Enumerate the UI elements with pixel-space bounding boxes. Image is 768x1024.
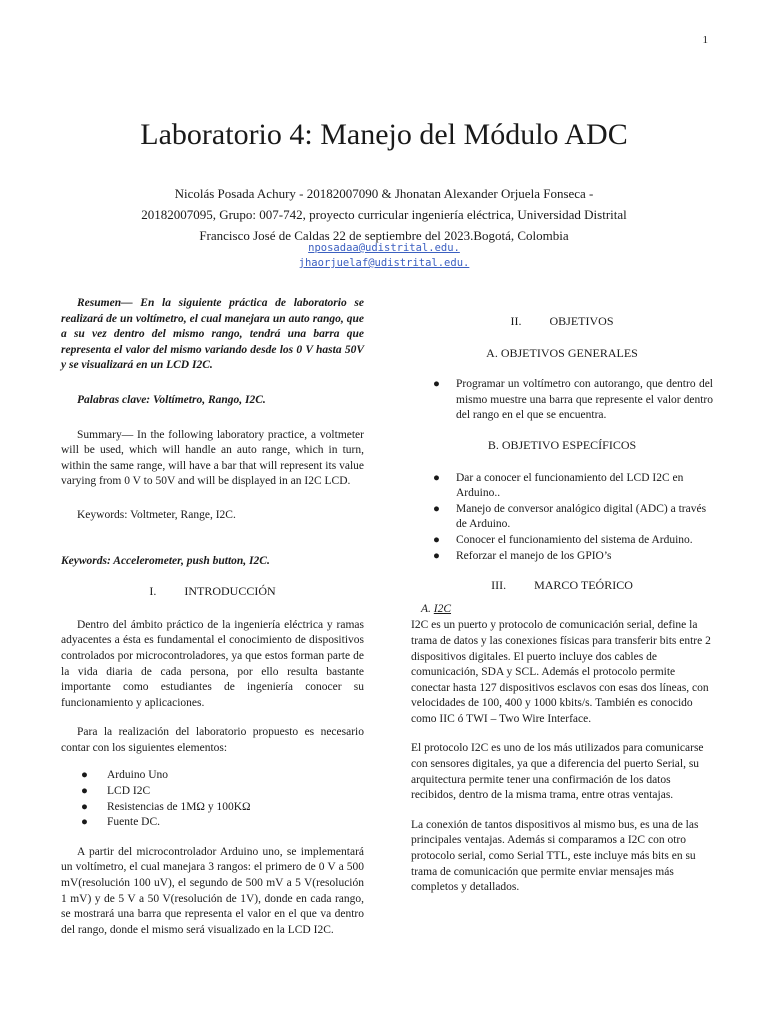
section-number: II.	[510, 314, 522, 328]
subsection-objetivos-especificos: B. OBJETIVO ESPECÍFICOS	[487, 437, 637, 452]
subsection-objetivos-generales: A. OBJETIVOS GENERALES	[486, 345, 638, 360]
bullet-icon: ●	[81, 769, 88, 782]
page-number: 1	[702, 34, 708, 46]
objetivos-especificos-list	[411, 471, 713, 565]
bullet-icon: ●	[81, 800, 88, 813]
bullet-icon: ●	[433, 549, 440, 562]
list-item: ● Programar un voltímetro con autorango, que dentro del mismo muestre una barra que represente el valor dentro del rango en el que se encuentra.	[433, 378, 713, 422]
email-block	[0, 241, 768, 271]
list-item: ● Reforzar el manejo de los GPIO’s	[411, 549, 713, 565]
list-item: ● Dar a conocer el funcionamiento del LCD I2C en Arduino..	[433, 471, 684, 500]
subsection-letter: A.	[421, 602, 431, 615]
email-link-1[interactable]: nposadaa@udistrital.edu.	[308, 242, 460, 254]
section-title: OBJETIVOS	[549, 314, 614, 328]
authors-line-1: Nicolás Posada Achury - 20182007090 & Jhonatan Alexander Orjuela Fonseca -	[174, 186, 594, 201]
keywords-line: Keywords: Voltmeter, Range, I2C.	[77, 508, 236, 521]
marco-paragraph-1: I2C es un puerto y protocolo de comunicación serial, define la trama de datos y las conexiones físicas para transferir bits entre 2 dispositivos digitales. El puerto incluye dos cables de comunicación, SDA y SCL. Además el protocolo permite conectar hasta 127 dispositivos esclavos con esas dos líneas, con velocidades de 100, 400 y 1000 kbits/s. También es conocido como IIC ó TWI – Two Wire Interface.	[411, 619, 711, 725]
authors-line-3: Francisco José de Caldas 22 de septiembre del 2023.Bogotá, Colombia	[199, 228, 569, 243]
bullet-icon: ●	[433, 471, 440, 484]
section-number: III.	[491, 578, 507, 593]
palabras-clave: Palabras clave: Voltímetro, Rango, I2C.	[77, 393, 266, 406]
subsection-title: I2C	[433, 602, 452, 615]
bullet-icon: ●	[81, 785, 88, 798]
bullet-icon: ●	[433, 502, 440, 515]
intro-paragraph-3: A partir del microcontrolador Arduino uno, se implementará un voltímetro, el cual manejara 3 rangos: el primero de 0 V a 500 mV(resolución 100 uV), el segundo de 500 mV a 5 V(resolución 1 mV) y de 5 V a 50 V(resolución de 1V), donde en cada rango, se mostrará una barra que representa el valor en el que va dentro del rango, donde el mismo será visualizado en la LCD I2C.	[61, 845, 364, 936]
list-item: ● Arduino Uno	[61, 768, 364, 784]
authors-line-2: 20182007095, Grupo: 007-742, proyecto curricular ingeniería eléctrica, Universidad Distrital	[141, 207, 627, 222]
list-item: ● Manejo de conversor analógico digital (ADC) a través de Arduino.	[433, 502, 707, 531]
section-heading-introduccion	[61, 584, 364, 600]
section-number: I.	[149, 584, 157, 599]
author-block	[110, 183, 658, 246]
marco-paragraph-3: La conexión de tantos dispositivos al mismo bus, es una de las principales ventajas. Además si comparamos a I2C con otro protocolo serial, como Serial TTL, este incluye más bits en su trama de comunicación que permite enviar mensajes más completos y detallados.	[411, 818, 699, 894]
intro-paragraph-1: Dentro del ámbito práctico de la ingeniería eléctrica y ramas adyacentes a ésta es fundamental el conocimiento de dispositivos controlados por microcontroladores, ya que estos forman parte de la vida diaria de cada persona, por ello resulta bastante importante como estudiantes de ingeniería conocer su funcionamiento y aplicaciones.	[61, 618, 364, 709]
materials-list	[61, 768, 364, 830]
section-heading-objetivos	[411, 314, 713, 330]
list-item: ● Conocer el funcionamiento del sistema de Arduino.	[411, 533, 713, 549]
list-item: ● LCD I2C	[61, 784, 364, 800]
list-item: ● Resistencias de 1MΩ y 100KΩ	[61, 800, 364, 816]
email-link-2[interactable]: jhaorjuelaf@udistrital.edu.	[298, 257, 470, 269]
bullet-icon: ●	[433, 533, 440, 546]
bullet-icon: ●	[81, 816, 88, 829]
list-item: ● Fuente DC.	[61, 815, 364, 831]
paper-title: Laboratorio 4: Manejo del Módulo ADC	[140, 118, 628, 151]
keywords-line-2: Keywords: Accelerometer, push button, I2C.	[61, 554, 270, 567]
subsection-i2c	[421, 602, 713, 618]
bullet-icon: ●	[433, 378, 440, 391]
resumen-paragraph: Resumen— En la siguiente práctica de laboratorio se realizará de un voltímetro, el cual manejara un auto rango, que a su vez dentro del mismo rango, tendrá una barra que representa el valor del mismo variando desde los 0 V hasta 50V y se visualizará en un LCD I2C.	[61, 297, 364, 372]
right-column	[411, 314, 713, 896]
section-heading-marco-teorico	[411, 578, 713, 594]
section-title: INTRODUCCIÓN	[184, 584, 276, 599]
intro-paragraph-2: Para la realización del laboratorio propuesto es necesario contar con los siguientes elementos:	[61, 726, 364, 754]
objetivos-generales-list	[411, 377, 713, 424]
left-column	[61, 296, 364, 938]
marco-paragraph-2: El protocolo I2C es uno de los más utilizados para comunicarse con sensores digitales, ya que a diferencia del puerto Serial, su arquitectura permite tener una confirmación de los datos recibidos, dentro de la misma trama, entre otras ventajas.	[411, 742, 704, 802]
section-title: MARCO TEÓRICO	[534, 578, 633, 593]
summary-paragraph: Summary— In the following laboratory practice, a voltmeter will be used, which will handle an auto range, which in turn, within the same range, will have a bar that will represent its value varying from 0 V to 50V and will be displayed in an I2C LCD.	[61, 428, 364, 488]
